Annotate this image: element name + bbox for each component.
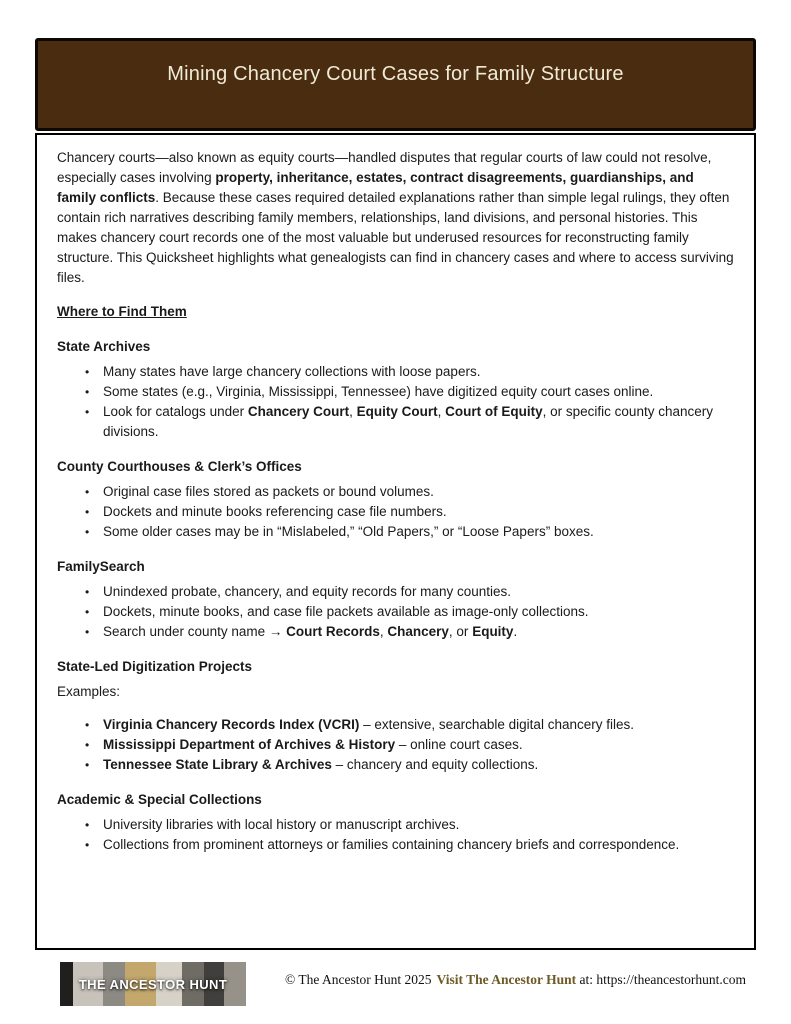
- where-to-find-them-heading: Where to Find Them: [57, 304, 187, 319]
- section-heading: Academic & Special Collections: [57, 792, 262, 807]
- section: [57, 657, 734, 775]
- visit-link[interactable]: Visit The Ancestor Hunt: [436, 972, 577, 987]
- list-item: [57, 382, 734, 402]
- section-heading: County Courthouses & Clerk’s Offices: [57, 459, 302, 474]
- bold-text-run: Tennessee State Library & Archives: [103, 757, 332, 772]
- page-title: Mining Chancery Court Cases for Family Structure: [167, 63, 624, 85]
- text-run: Some states (e.g., Virginia, Mississippi, Tennessee) have digitized equity court cases online.: [103, 384, 654, 399]
- bullet-list: [57, 362, 734, 442]
- list-item-text: [103, 622, 517, 642]
- text-run: Chancery courts—also known as equity courts—handled disputes that regular courts of law could not resolve, especially cases involving: [57, 150, 712, 185]
- bold-text-run: Equity: [472, 624, 514, 639]
- document-body: [35, 133, 756, 950]
- section-heading: FamilySearch: [57, 559, 145, 574]
- list-item-text: [103, 582, 511, 602]
- text-run: , or: [448, 624, 473, 639]
- section: [57, 557, 734, 642]
- text-run: Many states have large chancery collections with loose papers.: [103, 364, 481, 379]
- bullet-icon: •: [85, 758, 90, 772]
- text-run: Unindexed probate, chancery, and equity records for many counties.: [103, 584, 511, 599]
- bold-text-run: Equity Court: [356, 404, 438, 419]
- list-item: [57, 502, 734, 522]
- at-label: at:: [576, 972, 597, 987]
- site-url-link[interactable]: https://theancestorhunt.com: [596, 972, 746, 987]
- text-run: – chancery and equity collections.: [331, 757, 539, 772]
- bold-text-run: Court of Equity: [445, 404, 543, 419]
- bullet-icon: •: [85, 365, 90, 379]
- text-run: ,: [437, 404, 446, 419]
- text-run: Dockets and minute books referencing case file numbers.: [103, 504, 447, 519]
- bold-text-run: Chancery: [387, 624, 449, 639]
- bullet-list: [57, 715, 734, 775]
- list-item: [57, 815, 734, 835]
- text-run: University libraries with local history or manuscript archives.: [103, 817, 460, 832]
- bullet-icon: •: [85, 485, 90, 499]
- bullet-icon: •: [85, 838, 90, 852]
- list-item-text: [103, 735, 523, 755]
- bold-text-run: Chancery Court: [247, 404, 350, 419]
- section-heading: State Archives: [57, 339, 151, 354]
- list-item: [57, 755, 734, 775]
- bullet-list: [57, 815, 734, 855]
- list-item-text: [103, 482, 434, 502]
- list-item-text: [103, 755, 538, 775]
- bullet-icon: •: [85, 525, 90, 539]
- bullet-icon: •: [85, 625, 90, 639]
- text-run: ,: [379, 624, 388, 639]
- bullet-icon: •: [85, 405, 90, 419]
- text-run: . Because these cases required detailed explanations rather than simple legal rulings, they often contain rich narratives describing family members, relationships, land divisions, and personal histories. This makes chancery court records one of the most valuable but underused resources for reconstructing family structure. This Quicksheet highlights what genealogists can find in chancery cases and where to access surviving files.: [57, 190, 734, 285]
- section-heading: State-Led Digitization Projects: [57, 659, 253, 674]
- list-item-text: [103, 835, 679, 855]
- section-intro: Examples:: [57, 684, 121, 699]
- bold-text-run: Virginia Chancery Records Index (VCRI): [103, 717, 360, 732]
- list-item-text: [103, 402, 734, 442]
- footer-credit-line: [285, 972, 746, 988]
- list-item-text: [103, 382, 653, 402]
- logo-text: THE ANCESTOR HUNT: [78, 976, 228, 992]
- list-item: [57, 522, 734, 542]
- text-run: , or specific county chancery divisions.: [103, 404, 713, 439]
- bullet-icon: •: [85, 818, 90, 832]
- list-item: [57, 402, 734, 442]
- bold-text-run: Mississippi Department of Archives & History: [103, 737, 396, 752]
- sections-container: [57, 337, 734, 855]
- list-item-text: [103, 522, 594, 542]
- text-run: ,: [349, 404, 357, 419]
- text-run: – extensive, searchable digital chancery files.: [359, 717, 634, 732]
- text-run: Dockets, minute books, and case file packets available as image-only collections.: [103, 604, 589, 619]
- bold-text-run: property, inheritance, estates, contract disagreements, guardianships, and family conflicts: [57, 170, 694, 205]
- list-item-text: [103, 502, 447, 522]
- bullet-list: [57, 582, 734, 642]
- section: [57, 457, 734, 542]
- list-item: [57, 482, 734, 502]
- list-item: [57, 582, 734, 602]
- list-item-text: [103, 715, 634, 735]
- bold-text-run: Court Records: [286, 624, 380, 639]
- list-item: [57, 735, 734, 755]
- list-item: [57, 602, 734, 622]
- text-run: Look for catalogs under: [103, 404, 248, 419]
- intro-paragraph: [57, 148, 734, 288]
- text-run: .: [513, 624, 518, 639]
- section: [57, 790, 734, 855]
- list-item-text: [103, 602, 589, 622]
- list-item: [57, 622, 734, 642]
- list-item: [57, 835, 734, 855]
- list-item: [57, 362, 734, 382]
- copyright-text: © The Ancestor Hunt 2025: [285, 972, 432, 987]
- section: [57, 337, 734, 442]
- bullet-icon: •: [85, 605, 90, 619]
- list-item-text: [103, 362, 480, 382]
- bullet-icon: •: [85, 738, 90, 752]
- text-run: Original case files stored as packets or bound volumes.: [103, 484, 434, 499]
- text-run: – online court cases.: [395, 737, 523, 752]
- bullet-icon: •: [85, 505, 90, 519]
- bullet-list: [57, 482, 734, 542]
- text-run: Some older cases may be in “Mislabeled,” “Old Papers,” or “Loose Papers” boxes.: [103, 524, 594, 539]
- bullet-icon: •: [85, 585, 90, 599]
- document-header-banner: [35, 38, 756, 131]
- list-item-text: [103, 815, 459, 835]
- text-run: Collections from prominent attorneys or families containing chancery briefs and correspondence.: [103, 837, 680, 852]
- text-run: Search under county name →: [103, 624, 287, 639]
- bullet-icon: •: [85, 718, 90, 732]
- bullet-icon: •: [85, 385, 90, 399]
- ancestor-hunt-logo: [60, 962, 246, 1006]
- list-item: [57, 715, 734, 735]
